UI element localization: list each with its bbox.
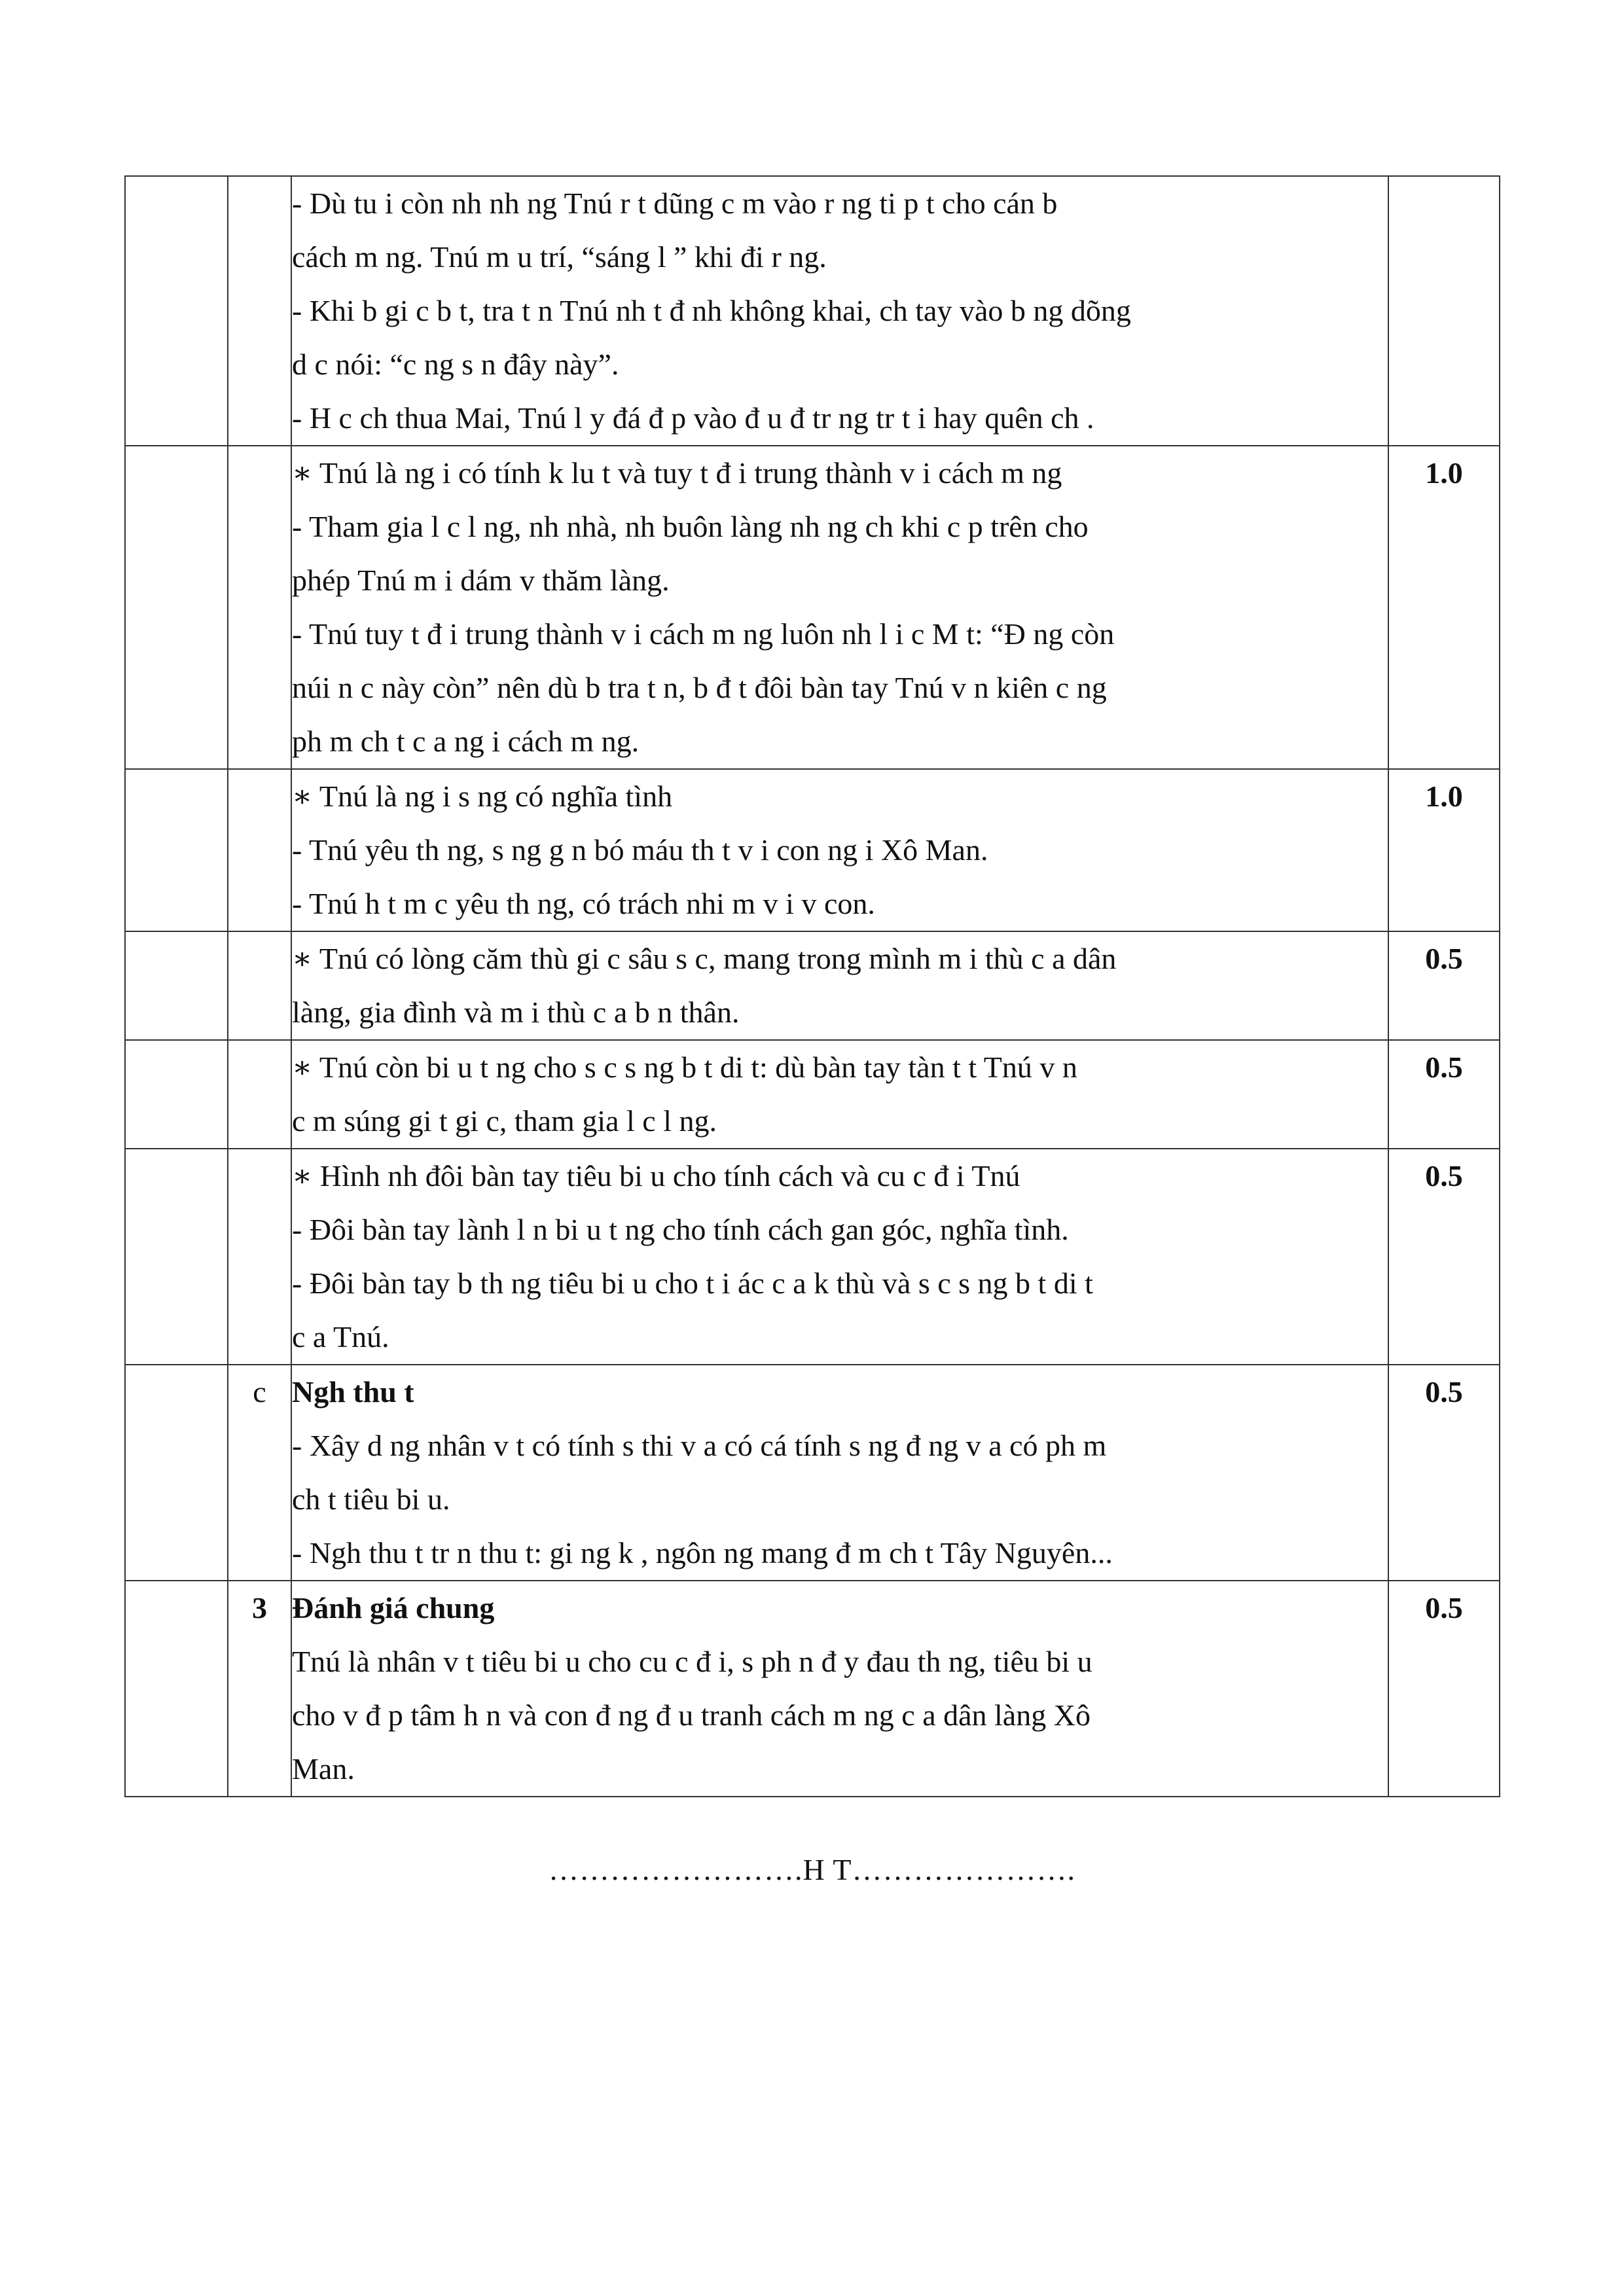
- content-cell: [291, 1581, 1388, 1797]
- section-cell: 3: [228, 1581, 291, 1797]
- content-cell: [291, 176, 1388, 446]
- content-line: ∗ Hình nh đôi bàn tay tiêu bi u cho tính cách và cu c đ i Tnú: [292, 1159, 1020, 1193]
- content-line: phép Tnú m i dám v thăm làng.: [292, 564, 670, 597]
- content-line: - Đôi bàn tay lành l n bi u t ng cho tính cách gan góc, nghĩa tình.: [292, 1213, 1069, 1246]
- section-cell: [228, 446, 291, 769]
- content-line: ph m ch t c a ng i cách m ng.: [292, 725, 640, 758]
- content-line: Man.: [292, 1752, 355, 1785]
- score-cell: 0.5: [1388, 1040, 1500, 1149]
- score-cell: 0.5: [1388, 1149, 1500, 1365]
- content-cell: [291, 1149, 1388, 1365]
- content-line: - H c ch thua Mai, Tnú l y đá đ p vào đ u đ tr ng tr t i hay quên ch .: [292, 401, 1094, 435]
- content-line: - Tnú h t m c yêu th ng, có trách nhi m v i v con.: [292, 887, 875, 920]
- content-line: - Tnú yêu th ng, s ng g n bó máu th t v i con ng i Xô Man.: [292, 833, 988, 867]
- table-row: [125, 1040, 1500, 1149]
- table-row: [125, 1581, 1500, 1797]
- section-cell: [228, 931, 291, 1040]
- grading-table: [124, 175, 1500, 1797]
- table-row: [125, 446, 1500, 769]
- score-cell: 0.5: [1388, 931, 1500, 1040]
- section-cell: [228, 769, 291, 931]
- end-marker: …………………….H T………………….: [549, 1853, 1075, 1886]
- section-cell: [228, 1149, 291, 1365]
- part-cell: [125, 1365, 228, 1581]
- part-cell: [125, 931, 228, 1040]
- content-line: ∗ Tnú là ng i s ng có nghĩa tình: [292, 780, 673, 813]
- part-cell: [125, 1149, 228, 1365]
- content-cell: [291, 446, 1388, 769]
- content-line: - Tnú tuy t đ i trung thành v i cách m ng luôn nh l i c M t: “Đ ng còn: [292, 617, 1115, 651]
- content-line: - Khi b gi c b t, tra t n Tnú nh t đ nh không khai, ch tay vào b ng dõng: [292, 294, 1131, 327]
- table-row: [125, 1365, 1500, 1581]
- section-cell: c: [228, 1365, 291, 1581]
- content-cell: [291, 1365, 1388, 1581]
- content-line: c m súng gi t gi c, tham gia l c l ng.: [292, 1104, 717, 1138]
- content-line: cách m ng. Tnú m u trí, “sáng l ” khi đi r ng.: [292, 240, 827, 274]
- table-row: [125, 769, 1500, 931]
- content-line: ch t tiêu bi u.: [292, 1482, 450, 1516]
- content-cell: [291, 1040, 1388, 1149]
- section-heading: Đánh giá chung: [292, 1591, 495, 1624]
- score-cell: 0.5: [1388, 1365, 1500, 1581]
- table-row: [125, 931, 1500, 1040]
- content-cell: [291, 931, 1388, 1040]
- section-cell: [228, 176, 291, 446]
- section-cell: [228, 1040, 291, 1149]
- content-line: - Ngh thu t tr n thu t: gi ng k , ngôn ng mang đ m ch t Tây Nguyên...: [292, 1536, 1113, 1570]
- content-line: núi n c này còn” nên dù b tra t n, b đ t đôi bàn tay Tnú v n kiên c ng: [292, 671, 1107, 704]
- score-cell: 0.5: [1388, 1581, 1500, 1797]
- content-line: Tnú là nhân v t tiêu bi u cho cu c đ i, s ph n đ y đau th ng, tiêu bi u: [292, 1645, 1092, 1678]
- content-line: c a Tnú.: [292, 1320, 389, 1354]
- content-line: - Dù tu i còn nh nh ng Tnú r t dũng c m vào r ng ti p t cho cán b: [292, 187, 1058, 220]
- content-line: ∗ Tnú có lòng căm thù gi c sâu s c, mang trong mình m i thù c a dân: [292, 942, 1117, 975]
- content-line: ∗ Tnú là ng i có tính k lu t và tuy t đ i trung thành v i cách m ng: [292, 456, 1062, 490]
- part-cell: [125, 769, 228, 931]
- content-cell: [291, 769, 1388, 931]
- part-cell: [125, 1581, 228, 1797]
- content-line: cho v đ p tâm h n và con đ ng đ u tranh cách m ng c a dân làng Xô: [292, 1698, 1091, 1732]
- content-line: ∗ Tnú còn bi u t ng cho s c s ng b t di t: dù bàn tay tàn t t Tnú v n: [292, 1050, 1077, 1084]
- score-cell: 1.0: [1388, 769, 1500, 931]
- content-line: - Xây d ng nhân v t có tính s thi v a có cá tính s ng đ ng v a có ph m: [292, 1429, 1107, 1462]
- content-line: - Tham gia l c l ng, nh nhà, nh buôn làng nh ng ch khi c p trên cho: [292, 510, 1089, 543]
- part-cell: [125, 176, 228, 446]
- content-line: d c nói: “c ng s n đây này”.: [292, 348, 619, 381]
- table-row: [125, 176, 1500, 446]
- part-cell: [125, 1040, 228, 1149]
- table-row: [125, 1149, 1500, 1365]
- content-line: - Đôi bàn tay b th ng tiêu bi u cho t i ác c a k thù và s c s ng b t di t: [292, 1266, 1093, 1300]
- score-cell: [1388, 176, 1500, 446]
- section-heading: Ngh thu t: [292, 1375, 414, 1408]
- score-cell: 1.0: [1388, 446, 1500, 769]
- content-line: làng, gia đình và m i thù c a b n thân.: [292, 996, 740, 1029]
- part-cell: [125, 446, 228, 769]
